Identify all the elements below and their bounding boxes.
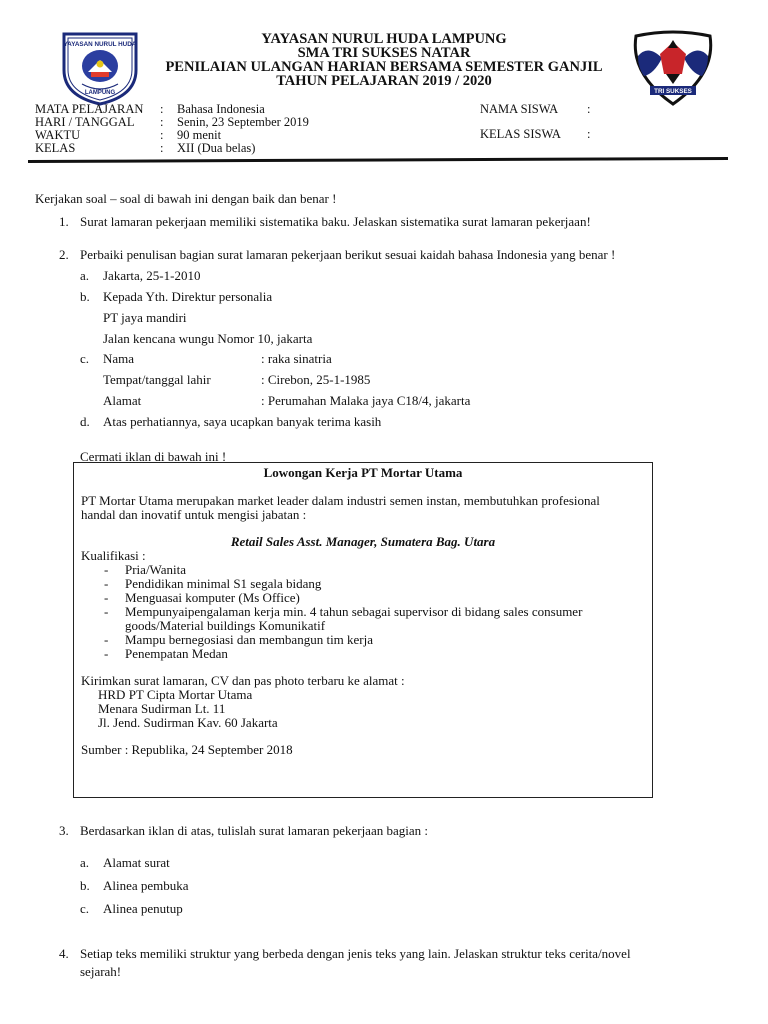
q4-line1: Setiap teks memiliki struktur yang berbeda dengan jenis teks yang lain. Jelaskan struktur teks cerita/novel [80, 946, 631, 961]
ad-bullet: - [104, 646, 109, 661]
instruction-text: Kerjakan soal – soal di bawah ini dengan baik dan benar ! [35, 191, 337, 206]
q2-c-name-label: Nama [103, 351, 135, 366]
ad-qualification-item: Penempatan Medan [125, 646, 228, 661]
q3-number: 3. [59, 823, 69, 838]
q1-number: 1. [59, 214, 69, 229]
job-ad-box [73, 462, 653, 798]
ad-bullet: - [104, 590, 109, 605]
info-label-class: KELAS [35, 141, 76, 155]
ad-qualification-item: Pendidikan minimal S1 segala bidang [125, 576, 322, 591]
ad-qualification-heading: Kualifikasi : [81, 548, 146, 563]
q2-text: Perbaiki penulisan bagian surat lamaran pekerjaan berikut sesuai kaidah bahasa Indonesia yang benar ! [80, 247, 616, 262]
q3-b-text: Alinea pembuka [103, 878, 189, 893]
q2-b-line2: PT jaya mandiri [103, 310, 187, 325]
ad-bullet: - [104, 632, 109, 647]
info-value-subject: Bahasa Indonesia [177, 102, 265, 116]
ad-bullet: - [104, 562, 109, 577]
header-divider [28, 157, 728, 163]
q3-c-label: c. [80, 901, 90, 916]
header-exam: PENILAIAN ULANGAN HARIAN BERSAMA SEMESTER GANJIL [165, 59, 603, 75]
q3-c-text: Alinea penutup [103, 901, 183, 916]
ad-address-line2: Menara Sudirman Lt. 11 [98, 701, 226, 716]
info-value-time: 90 menit [177, 128, 222, 142]
q2-b-line1: Kepada Yth. Direktur personalia [103, 289, 273, 304]
header-foundation: YAYASAN NURUL HUDA LAMPUNG [261, 31, 507, 47]
q2-d-text: Atas perhatiannya, saya ucapkan banyak terima kasih [103, 414, 382, 429]
ad-qualification-item-cont: goods/Material buildings Komunikatif [125, 618, 326, 633]
q3-a-text: Alamat surat [103, 855, 170, 870]
info-colon: : [587, 127, 591, 141]
q2-a-label: a. [80, 268, 90, 283]
ad-position: Retail Sales Asst. Manager, Sumatera Bag. Utara [230, 534, 496, 549]
ad-address-line1: HRD PT Cipta Mortar Utama [98, 687, 253, 702]
q2-a-text: Jakarta, 25-1-2010 [103, 268, 201, 283]
logo-left-bottom-text: LAMPUNG [84, 90, 116, 96]
info-colon: : [587, 102, 591, 116]
q2-c-birth-value: : Cirebon, 25-1-1985 [261, 372, 371, 387]
q1-text: Surat lamaran pekerjaan memiliki sistematika baku. Jelaskan sistematika surat lamaran pekerjaan! [80, 214, 591, 229]
info-value-date: Senin, 23 September 2019 [177, 115, 309, 129]
info-label-student-class: KELAS SISWA [480, 127, 561, 141]
info-colon: : [160, 128, 164, 142]
q4-line2: sejarah! [80, 964, 122, 979]
info-label-date: HARI / TANGGAL [35, 115, 135, 129]
q3-a-label: a. [80, 855, 90, 870]
ad-address-line3: Jl. Jend. Sudirman Kav. 60 Jakarta [98, 715, 278, 730]
info-label-time: WAKTU [35, 128, 81, 142]
q2-c-address-label: Alamat [103, 393, 142, 408]
q4-number: 4. [59, 946, 69, 961]
q2-b-label: b. [80, 289, 90, 304]
ad-qualification-item: Mampu bernegosiasi dan membangun tim kerja [125, 632, 374, 647]
ad-title: Lowongan Kerja PT Mortar Utama [263, 465, 463, 480]
logo-left-top-text: YAYASAN NURUL HUDA [63, 41, 137, 48]
ad-qualification-item: Menguasai komputer (Ms Office) [125, 590, 300, 605]
q2-c-name-value: : raka sinatria [261, 351, 332, 366]
ad-qualification-item: Mempunyaipengalaman kerja min. 4 tahun sebagai supervisor di bidang sales consumer [125, 604, 583, 619]
q2-c-birth-label: Tempat/tanggal lahir [103, 372, 211, 387]
ad-bullet: - [104, 604, 109, 619]
q2-number: 2. [59, 247, 69, 262]
info-colon: : [160, 141, 164, 155]
info-label-subject: MATA PELAJARAN [35, 102, 144, 116]
header-school: SMA TRI SUKSES NATAR [297, 45, 471, 61]
q2-c-address-value: : Perumahan Malaka jaya C18/4, jakarta [261, 393, 471, 408]
ad-qualification-item: Pria/Wanita [125, 562, 187, 577]
ad-intro-line2: handal dan inovatif untuk mengisi jabatan : [81, 507, 307, 522]
ad-intro-prompt: Cermati iklan di bawah ini ! [80, 449, 227, 464]
info-value-class: XII (Dua belas) [177, 141, 256, 155]
info-colon: : [160, 102, 164, 116]
ad-bullet: - [104, 576, 109, 591]
q2-b-line3: Jalan kencana wungu Nomor 10, jakarta [103, 331, 313, 346]
q3-b-label: b. [80, 878, 90, 893]
q2-c-label: c. [80, 351, 90, 366]
q3-text: Berdasarkan iklan di atas, tulislah surat lamaran pekerjaan bagian : [80, 823, 428, 838]
ad-send-instruction: Kirimkan surat lamaran, CV dan pas photo terbaru ke alamat : [81, 673, 405, 688]
info-colon: : [160, 115, 164, 129]
ad-intro-line1: PT Mortar Utama merupakan market leader dalam industri semen instan, membutuhkan profesional [81, 493, 600, 508]
info-label-student-name: NAMA SISWA [480, 102, 559, 116]
header-year: TAHUN PELAJARAN 2019 / 2020 [276, 73, 492, 89]
logo-right-text: TRI SUKSES [654, 88, 692, 95]
ad-source: Sumber : Republika, 24 September 2018 [81, 742, 293, 757]
q2-d-label: d. [80, 414, 90, 429]
